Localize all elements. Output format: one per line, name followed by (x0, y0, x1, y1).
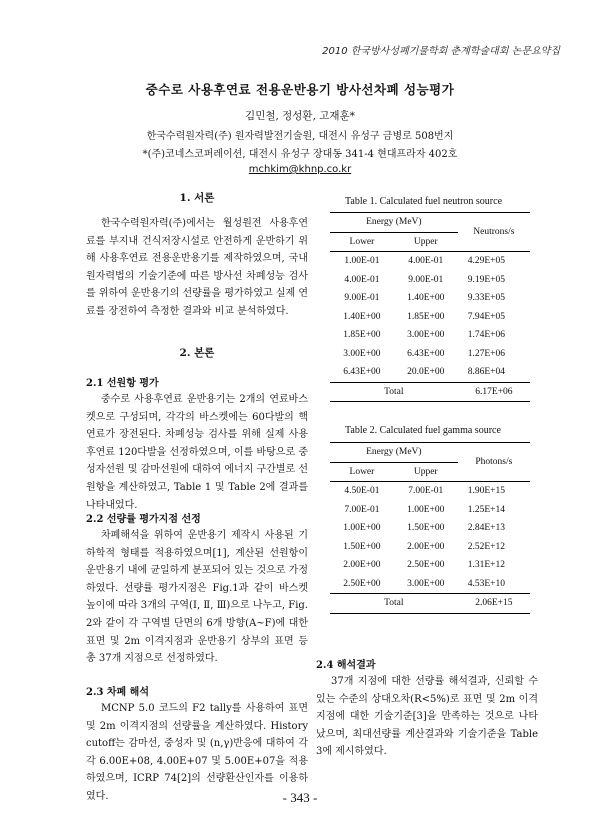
section-2-2-paragraph: 차폐해석을 위하여 운반용기 제작시 사용된 기하학적 형태를 적용하였으며[1], 계산된 선원항이 운반용기 내에 균일하게 분포되어 있는 것으로 가정하였다. 선량률 평가지점은 Fig.1과 같이 바스켓 높이에 따라 3개의 구역(Ⅰ, Ⅱ, Ⅲ)으로 나누고, Fig. 2와 같이 각 구역별 단면의 6개 방향(A~F)에 대한 표면 및 2m 이격지점과 운반용기 상부의 표면 등 총 37개 지점으로 선정하였다. (86, 530, 308, 665)
table-cell: 3.00E+00 (407, 330, 445, 341)
table-row (330, 252, 530, 271)
table-cell: 3.00E+00 (407, 578, 445, 589)
table-1-upper-header: Upper (413, 236, 438, 247)
table-cell: 2.84E+13 (467, 523, 505, 534)
section-2-3-paragraph: MCNP 5.0 코드의 F2 tally를 사용하여 표면 및 2m 이격지점의 선량률을 계산하였다. History cutoff는 감마선, 중성자 및 (n,γ)반응에 대하여 각각 6.00E+08, 4.00E+07 및 5.00E+07을 적용하였으며, ICRP 74[2]의 선량환산인자를 이용하였다. (86, 703, 308, 802)
section-2-4-heading: 2.4 해석결과 (316, 660, 376, 671)
table-cell: 1.50E+00 (343, 541, 381, 552)
table-cell: 1.00E+00 (407, 504, 445, 515)
table-cell: 1.00E+00 (343, 523, 381, 534)
table-row (330, 345, 530, 364)
table-cell: 4.29E+05 (467, 256, 505, 267)
table-cell: 1.00E-01 (344, 256, 380, 267)
table-cell: 1.90E+15 (467, 486, 505, 497)
table-cell: 2.00E+00 (407, 541, 445, 552)
table-cell: 4.53E+10 (467, 578, 505, 589)
table-row (330, 289, 530, 308)
table-cell: 2.52E+12 (467, 541, 505, 552)
table-cell: 7.00E-01 (408, 486, 444, 497)
table-2-upper-header: Upper (413, 466, 438, 477)
table-2-caption: Table 2. Calculated fuel gamma source (345, 425, 501, 436)
table-1-total-label: Total (384, 386, 404, 397)
table-cell: 1.40E+00 (407, 293, 445, 304)
table-cell: 4.00E-01 (408, 256, 444, 267)
table-row (330, 482, 530, 501)
table-1-caption: Table 1. Calculated fuel neutron source (345, 196, 503, 207)
section-2-2-heading: 2.2 선량률 평가지점 선정 (86, 514, 201, 525)
author-email[interactable]: mchkim@khnp.co.kr (248, 164, 352, 175)
table-cell: 2.00E+00 (343, 560, 381, 571)
table-cell: 4.50E-01 (344, 486, 380, 497)
table-cell: 1.85E+00 (407, 311, 445, 322)
table-cell: 1.27E+06 (467, 348, 505, 359)
body-heading: 2. 본론 (179, 347, 215, 359)
table-cell: 7.94E+05 (467, 311, 505, 322)
table-cell: 9.00E-01 (344, 293, 380, 304)
section-2-4-paragraph: 37개 지점에 대한 선량률 해석결과, 신뢰할 수 있는 수준의 상대오차(R<5%)로 표면 및 2m 이격지점에 대한 기술기준[3]을 만족하는 것으로 나타났으며, 최대선량률 계산결과와 기술기준을 Table 3에 제시하였다. (316, 676, 538, 758)
table-2-value-header: Photons/s (475, 457, 513, 467)
table-cell: 8.86E+04 (467, 367, 505, 378)
paper-title: 중수로 사용후연료 전용운반용기 방사선차폐 성능평가 (145, 82, 455, 97)
table-row (330, 271, 530, 290)
table-cell: 6.43E+00 (343, 367, 381, 378)
table-row (330, 575, 530, 594)
table-row (330, 519, 530, 538)
table-cell: 1.40E+00 (343, 311, 381, 322)
table-cell: 3.00E+00 (343, 348, 381, 359)
table-1-value-header: Neutrons/s (473, 227, 515, 237)
intro-heading: 1. 서론 (179, 192, 215, 204)
table-2-total-value: 2.06E+15 (475, 598, 513, 609)
table-row (330, 308, 530, 327)
table-row (330, 363, 530, 382)
table-1-total-value: 6.17E+06 (475, 386, 513, 397)
table-cell: 7.00E-01 (344, 504, 380, 515)
section-2-1-heading: 2.1 선원항 평가 (86, 378, 159, 389)
table-2-lower-header: Lower (349, 466, 375, 477)
table-cell: 9.33E+05 (467, 293, 505, 304)
table-cell: 6.43E+00 (407, 348, 445, 359)
table-1-energy-header: Energy (MeV) (330, 213, 458, 233)
table-row (330, 326, 530, 345)
table-1 (330, 212, 530, 402)
section-2-3-heading: 2.3 차폐 해석 (86, 687, 150, 698)
table-2 (330, 442, 530, 614)
running-header: 2010 한국방사성폐기물학회 춘계학술대회 논문요약집 (322, 46, 560, 57)
table-row (330, 538, 530, 557)
table-2-total-label: Total (384, 598, 404, 609)
section-2-1-paragraph: 중수로 사용후연료 운반용기는 2개의 연료바스켓으로 구성되며, 각각의 바스켓에는 60다발의 핵연료가 장전된다. 차폐성능 검사를 위해 실제 사용후연료 120다발을 선정하였으며, 이를 바탕으로 중성자선원 및 감마선원에 대하여 에너지 구간별로 선원항을 계산하였고, Table 1 및 Table 2에 결과를 나타내었다. (86, 394, 308, 511)
table-row (330, 556, 530, 575)
table-row (330, 501, 530, 520)
table-2-energy-header: Energy (MeV) (330, 443, 458, 463)
table-cell: 9.19E+05 (467, 274, 505, 285)
table-cell: 1.31E+12 (467, 560, 505, 571)
table-cell: 1.85E+00 (343, 330, 381, 341)
affiliation-1: 한국수력원자력(주) 원자력발전기술원, 대전시 유성구 금병로 508번지 (146, 131, 454, 142)
table-cell: 2.50E+00 (343, 578, 381, 589)
affiliation-2: *(주)코네스코퍼레이션, 대전시 유성구 장대동 341-4 현대프라자 402호 (142, 149, 458, 160)
table-cell: 2.50E+00 (407, 560, 445, 571)
table-cell: 20.0E+00 (407, 367, 445, 378)
table-cell: 9.00E-01 (408, 274, 444, 285)
intro-paragraph: 한국수력원자력(주)에서는 월성원전 사용후연료를 부지내 건식저장시설로 안전하게 운반하기 위해 사용후연료 전용운반용기를 제작하였으며, 국내 원자력법의 기술기준에 따른 방사선 차폐성능 검사를 위하여 운반용기의 선량률을 평가하였고 실제 연료를 장전하여 측정한 결과와 비교 분석하였다. (86, 218, 308, 317)
table-cell: 1.50E+00 (407, 523, 445, 534)
table-cell: 4.00E-01 (344, 274, 380, 285)
table-cell: 1.74E+06 (467, 330, 505, 341)
table-1-lower-header: Lower (349, 236, 375, 247)
page-number: - 343 - (282, 790, 318, 805)
table-cell: 1.25E+14 (467, 504, 505, 515)
paper-authors: 김민철, 정성환, 고재훈* (245, 110, 355, 122)
right-column-results (316, 656, 538, 763)
